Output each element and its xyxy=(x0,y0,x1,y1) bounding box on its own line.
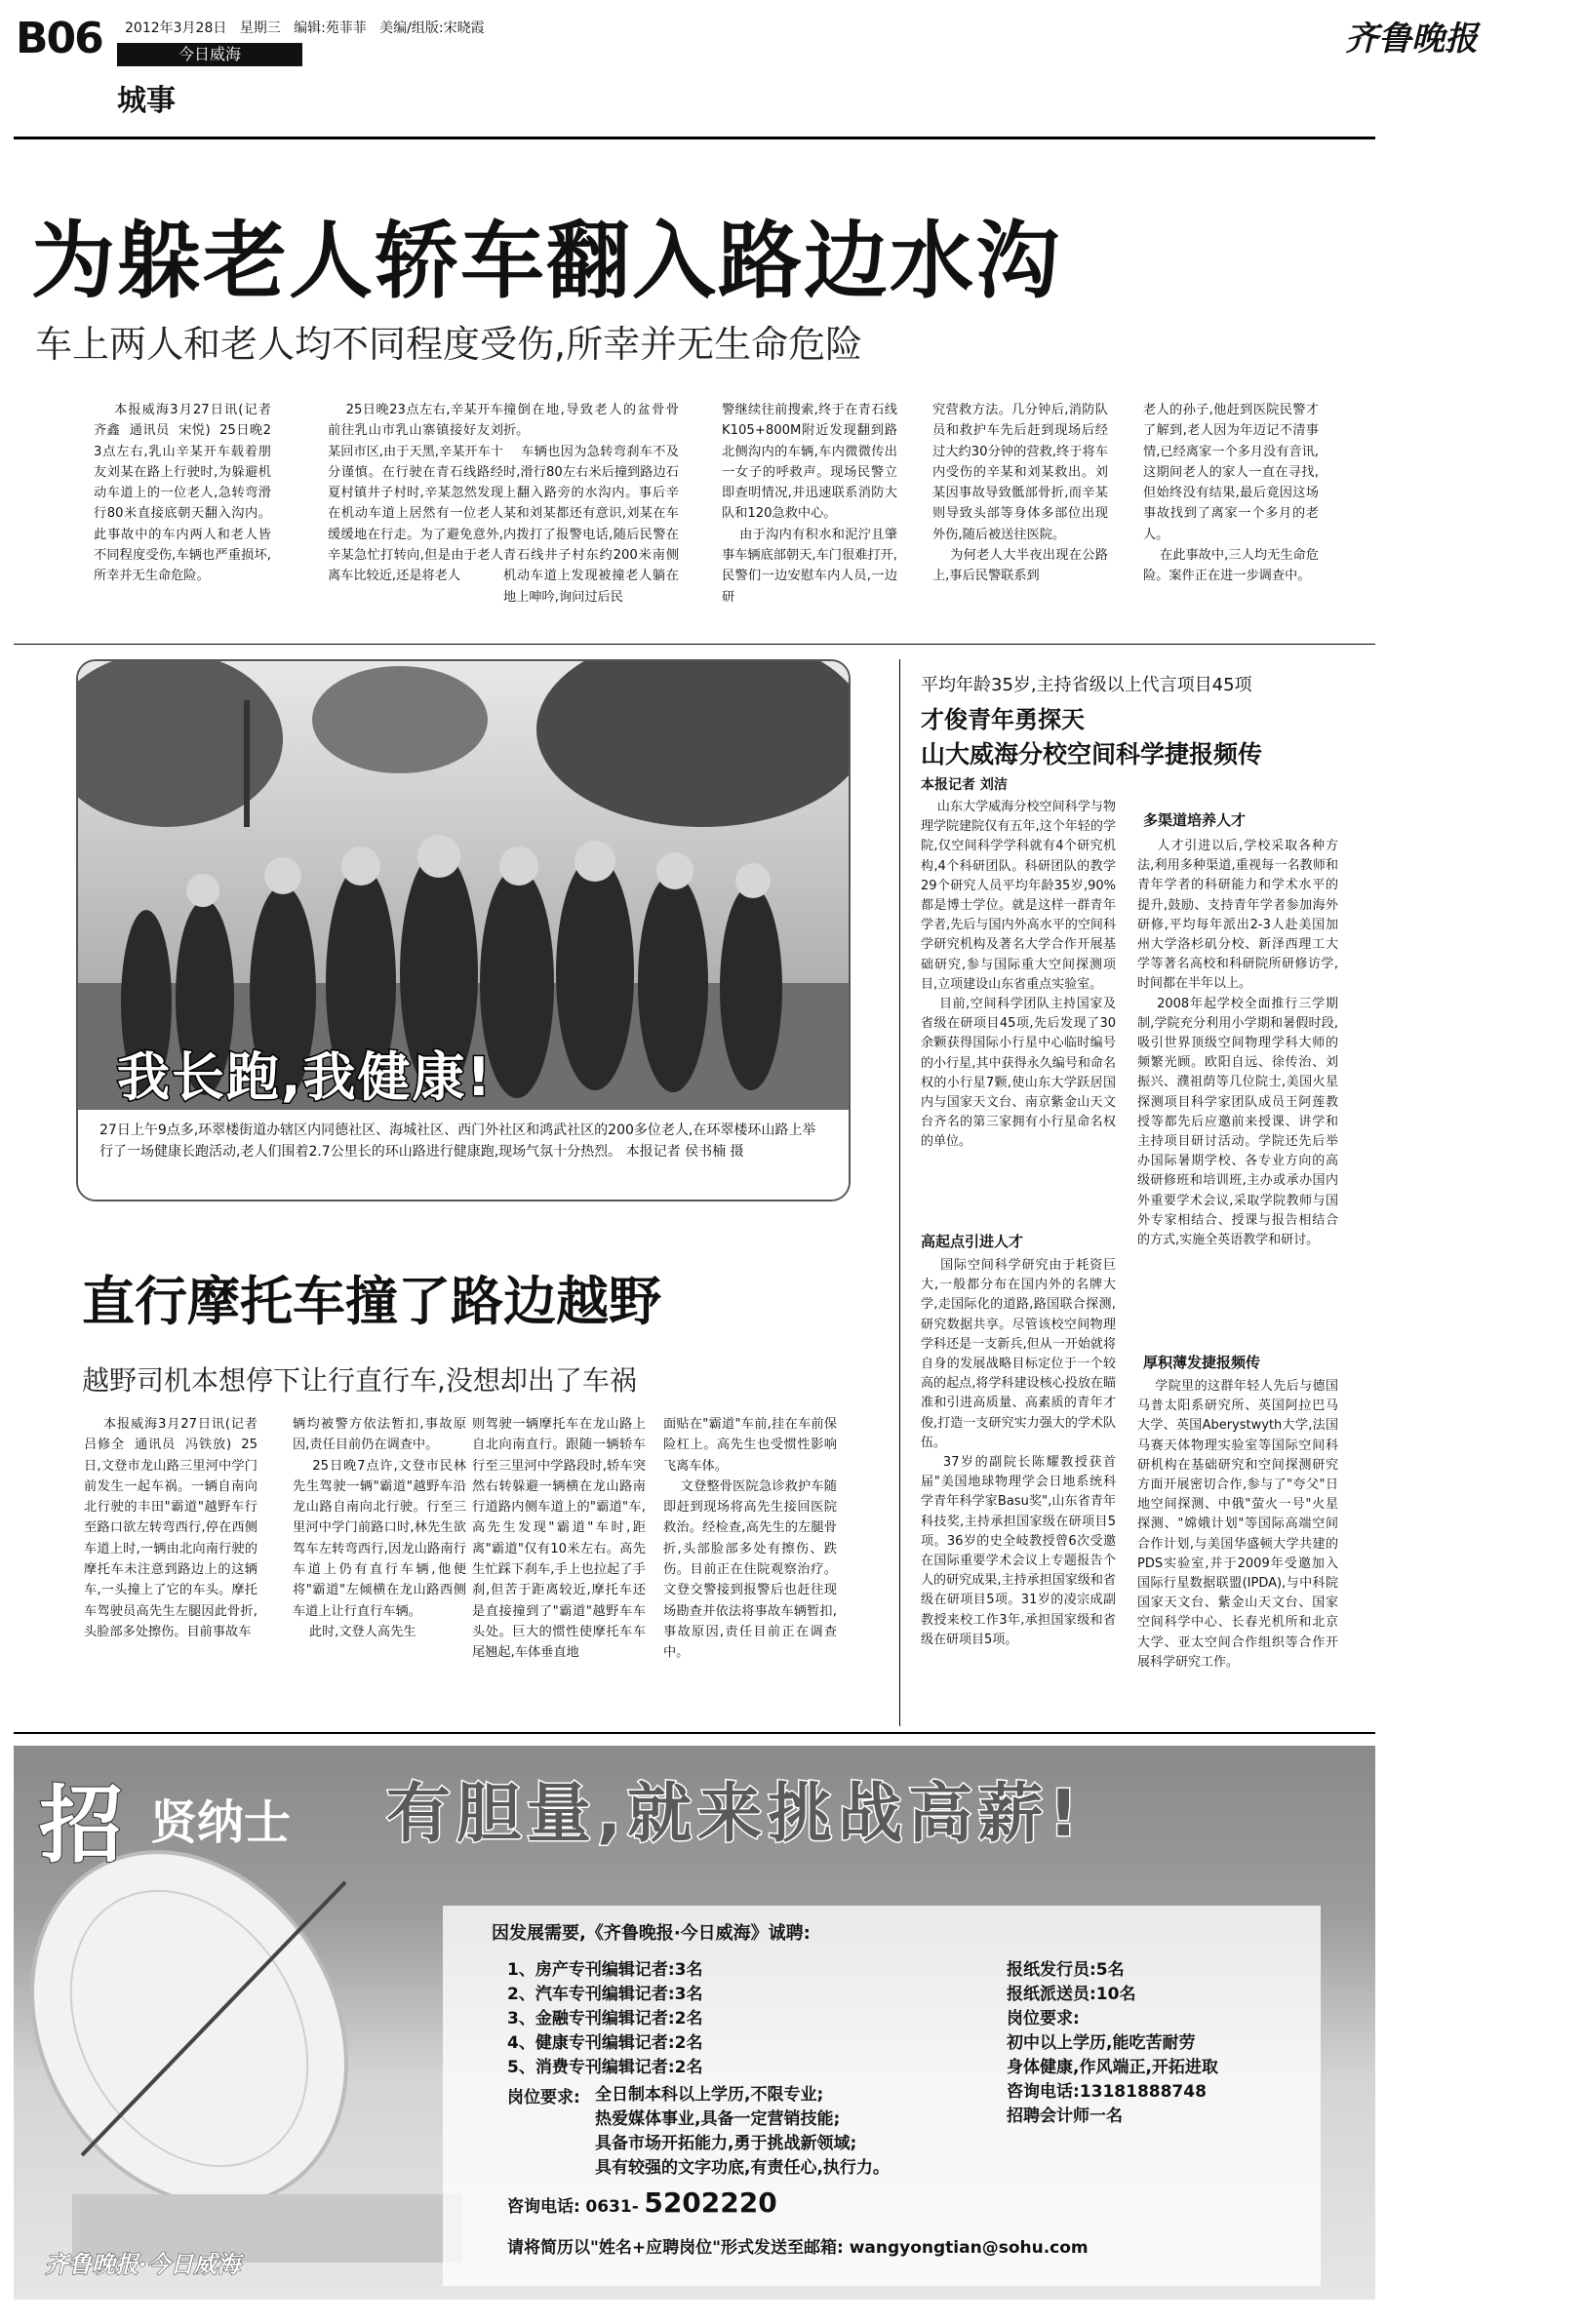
photo-overlay-title: 我长跑,我健康! xyxy=(117,1046,494,1108)
story3-headline2: 山大威海分校空间科学捷报频传 xyxy=(921,740,1263,768)
story2-column: 则驾驶一辆摩托车在龙山路上自北向南直行。跟随一辆轿车行至三里河中学路段时,轿车突然右转躲避一辆横在龙山路南行道路内侧车道上的"霸道"车,高先生发现"霸道"车时,距离"霸道"仅有10米左右。高先生忙踩下刹车,手上也拉起了手刹,但苦于距离较近,摩托车还是直接撞到了"霸道"越野车车头处。巨大的惯性使摩托车车尾翘起,车体垂直地 xyxy=(472,1417,646,1661)
ad-email-note: 请将简历以"姓名+应聘岗位"形式发送至邮箱: xyxy=(507,2238,844,2258)
section-tag-label: 今日威海 xyxy=(178,45,241,63)
ad-right-line: 咨询电话:13181888748 xyxy=(1007,2082,1207,2102)
section-name: 城事 xyxy=(117,84,176,118)
story1-headline: 为躲老人轿车翻入路边水沟 xyxy=(31,213,1061,310)
story2-headline: 直行摩托车撞了路边越野 xyxy=(82,1271,661,1332)
ad-phone-line xyxy=(507,2186,777,2219)
ad-right-line: 报纸发行员:5名 xyxy=(1007,1960,1125,1980)
ad-position: 1、房产专刊编辑记者:3名 xyxy=(507,1960,703,1980)
header-rule xyxy=(14,137,1375,139)
story1-column: 究营救方法。几分钟后,消防队员和救护车先后赶到现场后经过大约30分钟的营救,终于将车内受伤的辛某和刘某救出。刘某因事故导致骶部骨折,而辛某则导致头部等身体多部位出现外伤,随后被送往医院。 为何老人大半夜出现在公路上,事后民警联系到 xyxy=(932,403,1108,584)
story1-column: 老人的孙子,他赶到医院民警才了解到,老人因为年迈记不清事情,已经离家一个多月没有音讯,这期间老人的家人一直在寻找,但始终没有结果,最后竟因这场事故找到了离家一个多月的老人。 在此事故中,三人均无生命危险。案件正在进一步调查中。 xyxy=(1143,403,1319,584)
story1-column: 本报威海3月27日讯(记者 齐鑫 通讯员 宋悦) 25日晚23点左右,乳山辛某开车载着朋友刘某在路上行驶时,为躲避机动车道上的一位老人,急转弯滑行80米直接底朝天翻入沟内。此事故中的车内两人和老人皆不同程度受伤,车辆也严重损坏,所幸并无生命危险。 xyxy=(94,403,280,584)
column-divider xyxy=(899,659,900,1726)
ad-big-char: 招 xyxy=(39,1777,123,1874)
story3-headline1: 才俊青年勇探天 xyxy=(921,706,1085,733)
ad-slogan: 有胆量,就来挑战高薪! xyxy=(386,1776,1085,1851)
ad-recruit: 贤纳士 xyxy=(150,1795,292,1850)
ad-position: 4、健康专刊编辑记者:2名 xyxy=(507,2033,703,2053)
ad-positions xyxy=(507,1958,702,2080)
ad-phone-label: 咨询电话: xyxy=(507,2197,580,2217)
ad-right-line: 初中以上学历,能吃苦耐劳 xyxy=(1007,2033,1196,2053)
ad-email-line xyxy=(507,2233,1089,2258)
story3-subhead: 厚积薄发捷报频传 xyxy=(1143,1354,1261,1371)
ad-intro: 因发展需要,《齐鲁晚报·今日威海》诚聘: xyxy=(492,1923,811,1944)
bottom-rule xyxy=(14,1732,1375,1734)
ad-requirement: 全日制本科以上学历,不限专业; xyxy=(595,2085,824,2105)
date-line xyxy=(125,18,485,37)
weekday: 星期三 xyxy=(239,20,281,36)
story2-column: 面贴在"霸道"车前,挂在车前保险杠上。高先生也受惯性影响飞离车体。 文登整骨医院急诊救护车随即赶到现场将高先生接回医院救治。经检查,高先生的左腿骨折,头部脸部多处有擦伤、跌伤。目前正在住院观察治疗。文登交警接到报警后也赶往现场勘查并依法将事故车辆暂扣,事故原因,责任目前正在调查中。 xyxy=(663,1417,837,1661)
ad-right-line: 报纸派送员:10名 xyxy=(1007,1985,1136,2004)
ad-right-line: 岗位要求: xyxy=(1007,2009,1080,2029)
story1-subhead: 车上两人和老人均不同程度受伤,所幸并无生命危险 xyxy=(35,323,863,366)
ad-requirement: 热爱媒体事业,具备一定营销技能; xyxy=(595,2109,841,2129)
story3-column: 学院里的这群年轻人先后与德国马普太阳系研究所、英国阿拉巴马大学、英国Aberystwyth大学,法国马赛天体物理实验室等国际空间科研机构在基础研究和空间探测研究方面开展密切合作,参与了"夸父"日地空间探测、中俄"萤火一号"火星探测、"嫦娥计划"等国际高端空间合作计划,与美国华盛顿大学共建的PDS实验室,并于2009年受邀加入国际行星数据联盟(IPDA),与中科院国家天文台、紫金山天文台、国家空间科学中心、长春光机所和北京大学、亚太空间合作组织等合作开展科学研究工作。 xyxy=(1137,1379,1338,1670)
story1-column: 撞倒在地,导致老人的盆骨骨折。 车辆也因为急转弯刹车不及时,滑行80左右米后撞到路边石上翻入路旁的水沟内。事后辛某和刘某都还有意识,刘某在车内拨打了报警电话,随后民警在青石线井子村东约200米南侧机动车道上发现被撞老人躺在地上呻吟,询问过后民 xyxy=(503,403,679,605)
story3-column: 山东大学威海分校空间科学与物理学院建院仅有五年,这个年轻的学院,仅空间科学学科就有4个研究机构,4个科研团队。科研团队的教学29个研究人员平均年龄35岁,90%都是博士学位。就是这样一群青年学者,先后与国内外高水平的空间科学研究机构及著名大学合作开展基础研究,参与国际重大空间探测项目,立项建设山东省重点实验室。 目前,空间科学团队主持国家及省级在研项目45项,先后发现了30余颗获得国际小行星中心临时编号的小行星,其中获得永久编号和命名权的小行星7颗,使山东大学跃居国内与国家天文台、南京紫金山天文台齐名的第三家拥有小行星命名权的单位。 xyxy=(921,800,1116,1150)
story3-kicker: 平均年龄35岁,主持省级以上代言项目45项 xyxy=(921,675,1252,695)
story3-byline: 本报记者 刘洁 xyxy=(921,777,1008,793)
ad-phone-prefix: 0631- xyxy=(585,2197,639,2217)
story1-column: 警继续往前搜索,终于在青石线K105+800M附近发现翻到路北侧沟内的车辆,车内微微传出一女子的呼救声。现场民警立即查明情况,并迅速联系消防大队和120急救中心。 由于沟内有积水和泥泞且肇事车辆底部朝天,车门很难打开,民警们一边安慰车内人员,一边研 xyxy=(722,403,897,605)
date: 2012年3月28日 xyxy=(125,20,227,36)
ad-requirement: 具有较强的文字功底,有责任心,执行力。 xyxy=(595,2158,890,2178)
story3-subhead: 高起点引进人才 xyxy=(921,1233,1024,1250)
story3-column: 国际空间科学研究由于耗资巨大,一般都分布在国内外的名牌大学,走国际化的道路,路国联合探测,研究数据共享。尽管该校空间物理学科还是一支新兵,但从一开始就将自身的发展战略目标定位于一个较高的起点,将学科建设核心投放在瞄准和引进高质量、高素质的青年才俊,打造一支研究实力强大的学术队伍。 37岁的副院长陈耀教授获首届"美国地球物理学会日地系统科学青年科学家Basu奖",山东省青年科技奖,主持承担国家级在研项目5项。36岁的史全岐教授曾6次受邀在国际重要学术会议上专题报告个人的研究成果,主持承担国家级和省级在研项目5项。31岁的凌宗成副教授来校工作3年,承担国家级和省级在研项目5项。 xyxy=(921,1258,1117,1647)
story3-subhead: 多渠道培养人才 xyxy=(1143,811,1247,829)
ad-requirement: 具备市场开拓能力,勇于挑战新领域; xyxy=(595,2134,857,2153)
photo-frame xyxy=(76,659,851,1201)
photo-caption: 27日上午9点多,环翠楼街道办辖区内同德社区、海城社区、西门外社区和鸿武社区的200多位老人,在环翠楼环山路上举行了一场健康长跑活动,老人们围着2.7公里长的环山路进行健康跑,现场气氛十分热烈。 本报记者 侯书楠 摄 xyxy=(99,1123,816,1160)
ad-position: 5、消费专刊编辑记者:2名 xyxy=(507,2058,703,2077)
ad-phone-number: 5202220 xyxy=(644,2186,777,2219)
ad-position: 3、金融专刊编辑记者:2名 xyxy=(507,2009,703,2029)
story1-column: 25日晚23点左右,辛某开车前往乳山市乳山寨镇接好友刘某回市区,由于天黑,辛某开车十分谨慎。在行驶在青石线路经夏村镇井子村时,辛某忽然发现在机动车道上居然有一位老人缓缓地在行走。为了避免意外,辛某急忙打转向,但是由于老人离车比较近,还是将老人 xyxy=(328,403,503,584)
page-number: B06 xyxy=(16,14,102,63)
masthead-logo: 齐鲁晚报 xyxy=(1345,20,1478,59)
story2-subhead: 越野司机本想停下让行直行车,没想却出了车祸 xyxy=(82,1364,637,1397)
ad-right-block xyxy=(1007,1958,1218,2129)
story3-column: 人才引进以后,学校采取各种方法,利用多种渠道,重视每一名教师和青年学者的科研能力和学术水平的提升,鼓励、支持青年学者参加海外研修,平均每年派出2-3人赴美国加州大学洛杉矶分校、新泽西理工大学等著名高校和科研院所研修访学,时间都在半年以上。 2008年起学校全面推行三学期制,学院充分利用小学期和暑假时段,吸引世界顶级空间物理学科大师的频繁光顾。欧阳自远、徐传治、刘振兴、濮祖荫等几位院士,美国火星探测项目科学家团队成员王阿莲教授等都先后应邀前来授课、讲学和主持项目研讨活动。学院还先后举办国际暑期学校、各专业方向的高级研修班和培训班,主办或承办国内外重要学术会议,采取学院教师与国外专家相结合、授课与报告相结合的方式,实施全英语教学和研讨。 xyxy=(1137,839,1339,1248)
ad-position: 2、汽车专刊编辑记者:3名 xyxy=(507,1985,703,2004)
ad-requirements xyxy=(595,2083,890,2181)
ad-email: wangyongtian@sohu.com xyxy=(849,2238,1089,2258)
designer: 美编/组版:宋晓霞 xyxy=(379,20,485,36)
recruitment-ad xyxy=(14,1746,1375,2300)
ad-right-line: 身体健康,作风端正,开拓进取 xyxy=(1007,2058,1218,2077)
ad-req-label: 岗位要求: xyxy=(507,2088,580,2107)
ad-logo: 齐鲁晚报·今日威海 xyxy=(45,2250,241,2278)
story2-column: 本报威海3月27日讯(记者 吕修全 通讯员 冯铁放) 25日,文登市龙山路三里河中学门前发生一起车祸。一辆自南向北行驶的丰田"霸道"越野车行至路口欲左转弯西行,停在西侧车道上时,一辆由北向南行驶的摩托车未注意到路边上的这辆车,一头撞上了它的车头。摩托车驾驶员高先生左腿因此骨折,头脸部多处擦伤。目前事故车 xyxy=(84,1417,266,1639)
ad-right-line: 招聘会计师一名 xyxy=(1007,2107,1123,2126)
section-tag xyxy=(117,43,302,66)
story2-column: 辆均被警方依法暂扣,事故原因,责任目前仍在调查中。 25日晚7点许,文登市民林先生驾驶一辆"霸道"越野车沿龙山路自南向北行驶。行至三里河中学门前路口时,林先生欲驾车左转弯西行,因龙山路南行车道上仍有直行车辆,他便将"霸道"左倾横在龙山路西侧车道上让行直行车辆。 此时,文登人高先生 xyxy=(293,1417,466,1639)
story1-rule xyxy=(14,644,1375,645)
editor: 编辑:苑菲菲 xyxy=(294,20,367,36)
